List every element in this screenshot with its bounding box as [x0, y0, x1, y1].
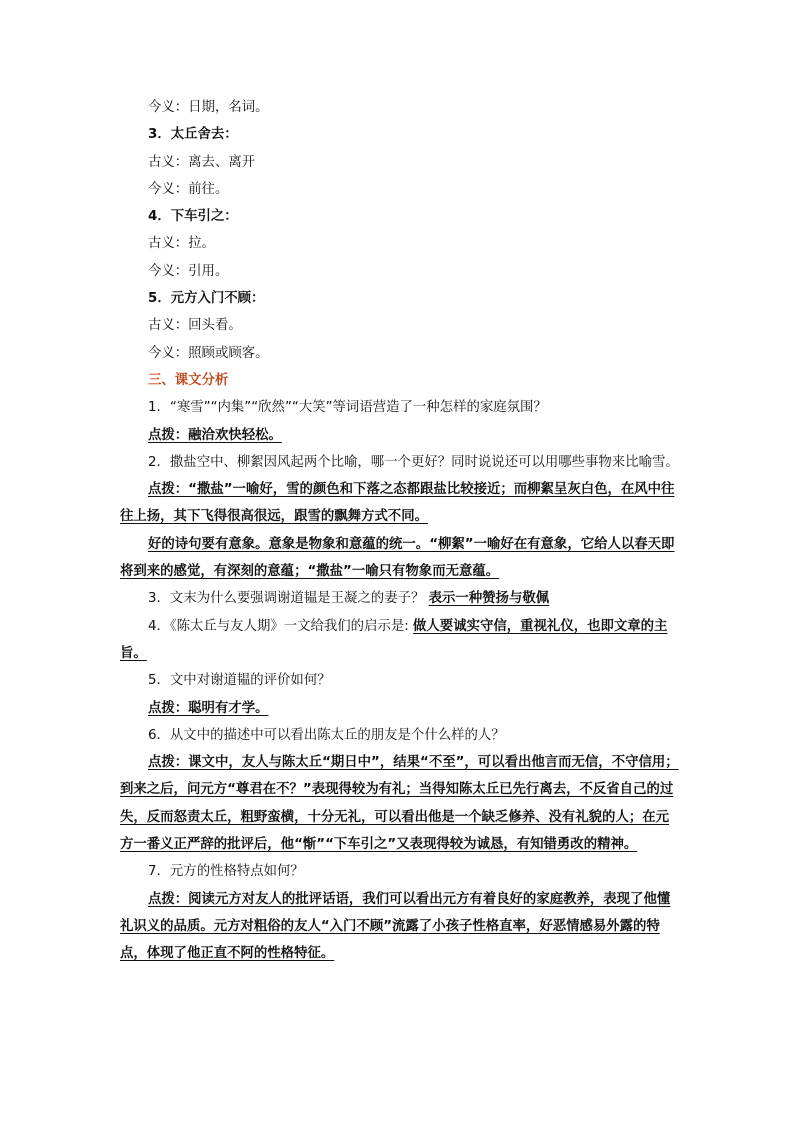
term-heading: 5．元方入门不顾：	[148, 291, 265, 307]
document-body	[120, 94, 680, 968]
answer-3: 表示一种赞扬与敬佩	[428, 591, 550, 607]
term-heading: 3．太丘舍去：	[148, 127, 238, 143]
question-7: 7．元方的性格特点如何？	[148, 864, 304, 880]
question-5: 5．文中对谢道韫的评价如何？	[148, 673, 331, 689]
question-6: 6．从文中的描述中可以看出陈太丘的朋友是个什么样的人？	[148, 727, 505, 743]
text-line: 古义：回头看。	[148, 318, 242, 334]
question-3: 3．文末为什么要强调谢道韫是王凝之的妻子？	[148, 591, 425, 607]
question-3-line	[120, 585, 680, 612]
question-4: 4．《陈太丘与友人期》一文给我们的启示是:	[148, 618, 409, 634]
section-heading: 三、课文分析	[148, 372, 229, 388]
term-heading: 4．下车引之：	[148, 209, 238, 225]
question-4-line	[120, 613, 680, 668]
text-line: 古义：离去、离开	[148, 154, 256, 170]
answer-6-line	[120, 749, 680, 858]
answer-5-line	[120, 695, 680, 722]
answer-2-line	[120, 476, 680, 531]
answer-7: 点拨：阅读元方对友人的批评话语，我们可以看出元方有着良好的家庭教养，表现了他懂礼识义的品质。元方对粗俗的友人“入门不顾”流露了小孩子性格直率，好恶情感易外露的特点，体现了他正直不阿的性格特征。	[120, 891, 671, 962]
question-1: 1．“寒雪”“内集”“欣然”“大笑”等词语营造了一种怎样的家庭氛围？	[148, 400, 547, 416]
answer-6: 点拨：课文中，友人与陈太丘“期日中”，结果“不至”，可以看出他言而无信，不守信用；到来之后，问元方“尊君在不？”表现得较为有礼；当得知陈太丘已先行离去，不反省自己的过失，反而怒责太丘，粗野蛮横，十分无礼，可以看出他是一个缺乏修养、没有礼貌的人；在元方一番义正严辞的批评后，他“惭”“下车引之”又表现得较为诚恳，有知错勇改的精神。	[120, 755, 679, 853]
answer-1: 点拨：融洽欢快轻松。	[148, 427, 282, 443]
answer-2b-line	[120, 531, 680, 586]
text-line: 今义：前往。	[148, 181, 229, 197]
answer-7-line	[120, 886, 680, 968]
text-line: 今义：照顾或顾客。	[148, 345, 269, 361]
answer-1-line	[120, 422, 680, 449]
text-line: 今义：引用。	[148, 263, 229, 279]
answer-4: 做人要诚实守信，重视礼仪，也即文章的主旨。	[120, 618, 668, 661]
text-line: 古义：拉。	[148, 236, 215, 252]
answer-2a: 点拨：“撒盐”一喻好，雪的颜色和下落之态都跟盐比较接近；而柳絮呈灰白色，在风中往往上扬，其下飞得很高很远，跟雪的飘舞方式不同。	[120, 482, 675, 525]
text-line: 今义：日期，名词。	[148, 100, 269, 115]
answer-5: 点拨：聪明有才学。	[148, 700, 269, 716]
answer-2b: 好的诗句要有意象。意象是物象和意蕴的统一。“柳絮”一喻好在有意象，它给人以春天即将到来的感觉，有深刻的意蕴；“撒盐”一喻只有物象而无意蕴。	[120, 536, 675, 580]
question-2: 2．撒盐空中、柳絮因风起两个比喻，哪一个更好？同时说说还可以用哪些事物来比喻雪。	[148, 454, 679, 470]
